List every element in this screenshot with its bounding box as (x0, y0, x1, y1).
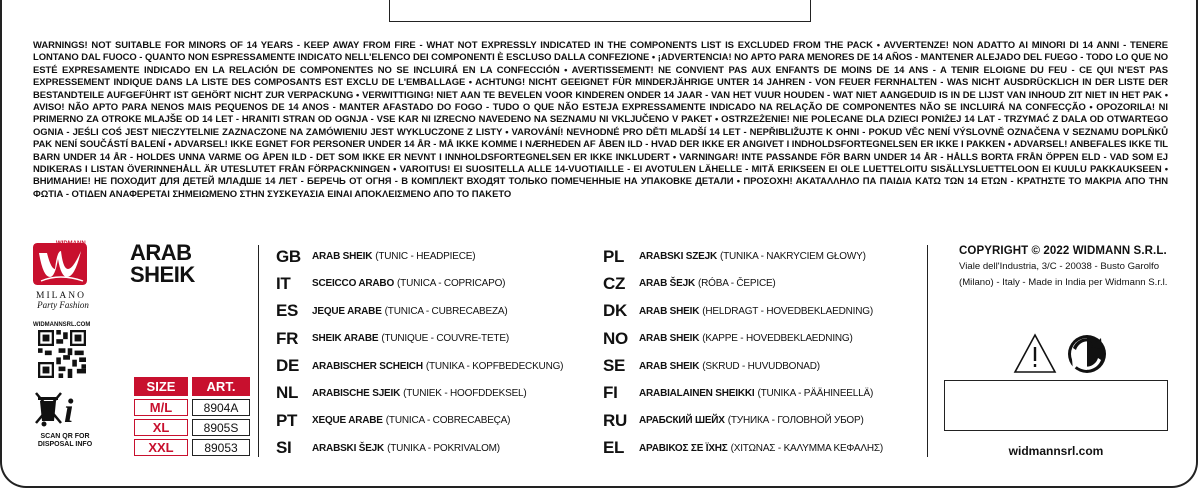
size-table (130, 374, 254, 459)
languages-left (276, 245, 563, 464)
language-row (603, 437, 883, 460)
lang-name: АРАБСКИЙ ШЕЙХ (639, 415, 725, 427)
size-row (134, 399, 250, 416)
lang-code: PT (276, 410, 298, 430)
lang-name: SHEIK ARABE (312, 333, 379, 345)
size-row (134, 419, 250, 436)
lang-desc: (TUNICA - COBRECABEÇA) (385, 415, 511, 427)
copyright-address (959, 259, 1174, 291)
logo-brand: WIDMANN (56, 241, 86, 247)
lang-code: RU (603, 410, 627, 430)
logo-tagline: Party Fashion (37, 300, 89, 310)
lang-name: XEQUE ARABE (312, 415, 383, 427)
lang-code: NO (603, 328, 628, 348)
qr-code-icon[interactable] (38, 330, 86, 378)
lang-name: ARABISCHE SJEIK (312, 387, 401, 399)
language-row (603, 355, 883, 378)
art-header: ART. (192, 377, 250, 396)
lang-name: ARABSKI SZEJK (639, 251, 717, 262)
lang-desc: (TUNIKA - POKRIVALOM) (387, 442, 500, 454)
lang-code: FI (603, 383, 618, 403)
green-dot-recycle-icon (1068, 335, 1106, 373)
lang-desc: (SKRUD - HUVUDBONAD) (702, 360, 820, 372)
lang-code: IT (276, 273, 291, 293)
divider (258, 245, 259, 457)
language-row (276, 409, 563, 432)
art-value: 8904A (192, 399, 250, 416)
lang-name: ARABSKI ŠEJK (312, 442, 385, 454)
lang-desc: (TUNIKA - NAKRYCIEM GŁOWY) (719, 251, 866, 262)
copyright-block (959, 245, 1174, 291)
warnings-text: WARNINGS! NOT SUITABLE FOR MINORS OF 14 YEARS - KEEP AWAY FROM FIRE - WHAT NOT EXPRESSLY INDICATED IN THE COMPONENTS LIST IS EXCLUDED FROM THE PACK • AVVERTENZE! NON ADATTO AI MINORI DI 14 ANNI - TENERE LONTANO DAL FUOCO - QUANTO NON ESPRESSAMENTE INDICATO NELL'ELENCO DEI COMPONENTI È ESCLUSO DALLA CONFEZIONE • ¡ADVERTENCIA! NO APTO PARA MENORES DE 14 AÑOS - MANTENER ALEJADO DEL FUEGO - TODO LO QUE NO ESTÉ EXPRESAMENTE INDICADO EN LA RELACIÓN DE COMPONENTES NO SE INCLUIRÁ EN LA CONFECCIÓN • AVERTISSEMENT! NE CONVIENT PAS AUX ENFANTS DE MOINS DE 14 ANS - A TENIR ELOIGNE DU FEU - CE QUI N'EST PAS EXPRESSEMENT INDIQUE DANS LA LISTE DES COMPOSANTS EST EXCLU DE L'EMBALLAGE • ACHTUNG! NICHT GEEIGNET FÜR MINDERJÄHRIGE UNTER 14 JAHREN - VON FEUER FERNHALTEN - WAS NICHT AUSDRÜCKLICH IN DER LISTE DER BESTANDTEILE AUFGEFÜHRT IST GEHÖRT NICHT ZUR VERPACKUNG • VERWITTIGING! NIET AAN TE BEVELEN VOOR KINDEREN ONDER 14 JAAR - VAN HET VUUR HOUDEN - WAT NIET AANGEDUID IS IN DE LIJST VAN INHOUD ZIT NIET IN HET PAK • AVISO! NÃO APTO PARA NENOS MAIS PEQUENOS DE 14 ANOS - MANTER AFASTADO DO FOGO - TUDO O QUE NÃO ESTEJA EXPRESSAMENTE INDICADO NA RELAÇÃO DE COMPONENTES NÃO SE INCLUIRÁ NA CONFECÇÃO • OPOZORILA! NI PRIMERNO ZA OTROKE MLAJŠE OD 14 LET - HRANITI STRAN OD OGNJA - VSE KAR NI IZRECNO NAVEDENO NA SEZNAMU NI VKLJUČENO V PAKET • OSTRZEŻENIE! NIE POLECANE DLA DZIECI PONIŻEJ 14 LAT - TRZYMAĆ Z DALA OD OTWARTEGO OGNIA - JEŚLI COŚ JEST NIECZYTELNIE ZAZNACZONE NA ZAMÓWIENIU JEST WYKLUCZONE Z LISTY • VAROVÁNÍ! NEVHODNÉ PRO DĚTI MLADŠÍ 14 LET - NEPŘIBLIŽUJTE K OHNI - POKUD VĚC NENÍ VÝSLOVNĚ OZNAČENA V SEZNAMU DOPLŇKŮ PAK NENÍ SOUČÁSTÍ BALENÍ • ADVARSEL! IKKE EGNET FOR PERSONER UNDER 14 ÅR - MÅ IKKE KOMME I NÆRHEDEN AF ÅBEN ILD - HVAD DER IKKE ER ANGIVET I INDHOLDSFORTEGNELSEN ER IKKE I PAKKEN • ADVARSEL! ANBEFALES IKKE TIL BARN UNDER 14 ÅR - HOLDES UNNA VARME OG ÅPEN ILD - DET SOM IKKE ER NEVNT I INNHOLDSFORTEGNELSEN ER IKKE INKLUDERT • VARNINGAR! INTE PASSANDE FÖR BARN UNDER 14 ÅR - HÅLLS BORTA FRÅN ÖPPEN ELD - VAD SOM EJ NDIKERAS I LISTAN ÖVERINNEHÅLL ÄR UTESLUTET FRÅN FÖRPACKNINGEN • VAROITUS! EI SUOSITELLA ALLE 14-VUOTIAILLE - EI AVOTULEN LÄHELLE - MITÄ ERIKSEEN EI OLE LUETTELOITU SISÄLLYSLUETTELOON EI KUULU PAKKAUKSEEN • ВНИМАНИЕ! НЕ ПОХОДИТ ДЛЯ ДЕТЕЙ МЛАДШЕ 14 ЛЕТ - БЕРЕЧЬ ОТ ОГНЯ - В КОМПЛЕКТ ВХОДЯТ ТОЛЬКО ПОМЕЧЕННЫЕ НА УПАКОВКЕ ДЕТАЛИ • ΠΡΟΣΟΧΗ! ΑΚΑΤΑΛΛΗΛΟ ΠΑ ΠΑΙΔΙΑ ΚΑΤΩ ΤΩΝ 14 ΕΤΩΝ - ΚΡΑΤΗΣΤΕ ΤΟ ΜΑΚΡΙΑ ΑΠΟ ΤΗΝ ΦΩΤΙΑ - ΟΤΙΔΕΝ ΑΝΑΦΕΡΕΤΑΙ ΣΗΜΕΙΩΜΕΝΟ ΣΤΗΝ ΣΥΣΚΕΥΑΣΙΑ ΕΙΝΑΙ ΑΠΟΚΛΕΙΣΜΕΝΟ ΑΠΟ ΤΟ ΠΑΚΕΤΟ (33, 40, 1168, 200)
lang-code: PL (603, 246, 625, 266)
language-row (276, 245, 563, 268)
lang-code: EL (603, 438, 625, 458)
address-line-2: (Milano) - Italy - Made in India per Widmann S.r.l. (959, 277, 1168, 288)
svg-text:i: i (64, 393, 74, 429)
lang-name: ARAB SHEIK (312, 251, 373, 262)
lang-desc: (ΧΙΤΩΝΑΣ - ΚΑΛΥΜΜΑ ΚΕΦΑΛΗΣ) (730, 442, 883, 454)
lang-name: ARAB SHEIK (639, 360, 700, 372)
crossed-bin-icon (34, 389, 94, 429)
language-row (276, 382, 563, 405)
size-header: SIZE (134, 377, 188, 396)
address-line-1: Viale dell'Industria, 3/C - 20038 - Busto Garolfo (959, 261, 1160, 272)
lang-desc: (TUNIKA - PÄÄHINEELLÄ) (757, 387, 874, 399)
warning-triangle-icon (1015, 335, 1055, 372)
lang-code: GB (276, 246, 301, 266)
lang-desc: (TUNICA - COPRICAPO) (397, 278, 506, 290)
language-row (276, 355, 563, 378)
lang-desc: (ТУНИКА - ГОЛОВНОЙ УБОР) (727, 415, 864, 427)
lang-name: JEQUE ARABE (312, 305, 382, 317)
copyright-title: COPYRIGHT © 2022 WIDMANN S.R.L. (959, 245, 1167, 257)
size-value: M/L (134, 399, 188, 416)
language-row (603, 409, 883, 432)
language-row (603, 272, 883, 295)
lang-desc: (TUNIEK - HOOFDDEKSEL) (403, 387, 527, 399)
size-row (134, 439, 250, 456)
lang-desc: (KAPPE - HOVEDBEKLAEDNING) (702, 333, 853, 345)
lang-desc: (TUNIKA - KOPFBEDECKUNG) (425, 360, 564, 372)
language-row (276, 327, 563, 350)
lang-name: ΑΡΑΒΙΚΟΣ ΣΕ ΪΧΗΣ (639, 442, 728, 454)
languages-right (603, 245, 883, 464)
divider (927, 245, 928, 457)
logo-city: MILANO (36, 291, 86, 301)
lang-name: SCEICCO ARABO (312, 278, 395, 290)
lang-code: SE (603, 356, 626, 376)
top-window-box (389, 0, 811, 22)
lang-name: ARAB ŠEJK (639, 278, 695, 290)
language-row (276, 272, 563, 295)
lang-name: ARABISCHER SCHEICH (312, 360, 423, 372)
lang-code: SI (276, 438, 292, 458)
language-row (603, 327, 883, 350)
lang-name: ARAB SHEIK (639, 333, 700, 345)
product-title (130, 242, 195, 286)
size-value: XXL (134, 439, 188, 456)
lang-desc: (HELDRAGT - HOVEDBEKLAEDNING) (702, 305, 873, 317)
language-row (603, 382, 883, 405)
blank-label-box (944, 380, 1168, 431)
product-title-line1: ARAB (130, 240, 192, 265)
lang-code: CZ (603, 273, 626, 293)
language-row (276, 300, 563, 323)
qr-label: WIDMANNSRL.COM (33, 322, 91, 328)
safety-symbols (1013, 332, 1113, 376)
lang-code: ES (276, 301, 299, 321)
lang-desc: (TUNICA - CUBRECABEZA) (384, 305, 508, 317)
logo-mark (33, 241, 89, 287)
art-value: 8905S (192, 419, 250, 436)
w-logo-icon (33, 243, 87, 285)
lang-code: FR (276, 328, 299, 348)
lang-code: DK (603, 301, 627, 321)
language-row (276, 437, 563, 460)
art-value: 89053 (192, 439, 250, 456)
lang-code: NL (276, 383, 299, 403)
disposal-info-text: SCAN QR FOR DISPOSAL INFO (37, 433, 93, 448)
lang-desc: (RÓBA - ČEPICE) (698, 278, 776, 290)
lang-name: ARAB SHEIK (639, 305, 700, 317)
lang-desc: (TUNIC - HEADPIECE) (375, 251, 476, 262)
product-title-line2: SHEIK (130, 262, 195, 287)
website-link[interactable]: widmannsrl.com (1008, 444, 1104, 458)
language-row (603, 245, 883, 268)
language-row (603, 300, 883, 323)
lang-code: DE (276, 356, 300, 376)
size-value: XL (134, 419, 188, 436)
lang-name: ARABIALAINEN SHEIKKI (639, 387, 755, 399)
lang-desc: (TUNIQUE - COUVRE-TETE) (381, 333, 509, 345)
widmann-logo (33, 241, 96, 310)
